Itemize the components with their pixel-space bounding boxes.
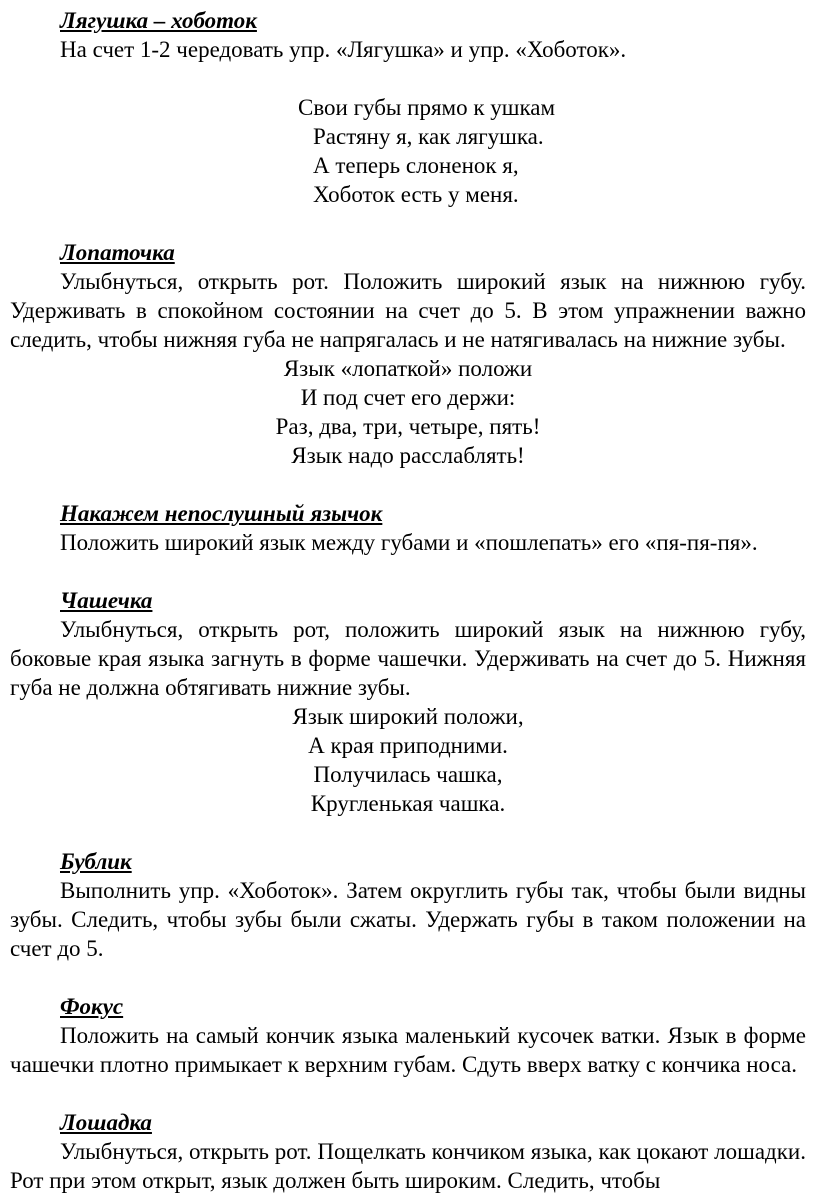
verse-line: Язык надо расслаблять! (291, 443, 525, 468)
spacer (10, 470, 806, 499)
verse-line: Раз, два, три, четыре, пять! (275, 414, 541, 439)
section-spatula (10, 238, 806, 470)
section-title: Лягушка – хоботок (60, 8, 257, 33)
section-text: Улыбнуться, открыть рот. Положить широкий язык на нижнюю губу. Удерживать в спокойном состоянии на счет до 5. В этом упражнении важно следить, чтобы нижняя губа не напрягалась и не натягивалась на нижние зубы. (10, 269, 806, 352)
section-title: Лошадка (60, 1110, 152, 1135)
section-text: Улыбнуться, открыть рот. Пощелкать кончиком языка, как цокают лошадки. Рот при этом открыт, язык должен быть широким. Следить, чтобы (10, 1139, 806, 1193)
section-text: Положить на самый кончик языка маленький кусочек ватки. Язык в форме чашечки плотно примыкает к верхним губам. Сдуть вверх ватку с кончика носа. (10, 1023, 806, 1077)
spacer (10, 963, 806, 992)
verse-line: Язык «лопаткой» положи (283, 356, 533, 381)
verse (10, 702, 806, 818)
section-title: Лопаточка (60, 240, 175, 265)
section-text: Выполнить упр. «Хоботок». Затем округлить губы так, чтобы были видны зубы. Следить, чтобы зубы были сжаты. Удержать губы в таком положении на счет до 5. (10, 878, 806, 961)
section-bagel (10, 847, 806, 963)
section-title: Бублик (60, 849, 132, 874)
verse-line: И под счет его держи: (300, 385, 516, 410)
section-trick (10, 992, 806, 1079)
spacer (10, 1079, 806, 1108)
verse-line: А края приподними. (308, 733, 508, 758)
section-text: Улыбнуться, открыть рот, положить широкий язык на нижнюю губу, боковые края языка загнуть в форме чашечки. Удерживать на счет до 5. Нижняя губа не должна обтягивать нижние зубы. (10, 617, 806, 700)
section-horse (10, 1108, 806, 1195)
section-title: Чашечка (60, 588, 153, 613)
section-frog (10, 6, 806, 209)
verse-line: Свои губы прямо к ушкам (298, 95, 556, 120)
spacer (10, 818, 806, 847)
verse-line: Растяну я, как лягушка. (313, 124, 544, 149)
verse-line: А теперь слоненок я, (313, 153, 519, 178)
verse-line: Получилась чашка, (313, 762, 503, 787)
verse (298, 64, 806, 209)
section-cup (10, 586, 806, 818)
section-punish (10, 499, 806, 557)
verse-line: Кругленькая чашка. (310, 791, 506, 816)
verse-line: Хоботок есть у меня. (313, 182, 519, 207)
verse (10, 354, 806, 470)
section-title: Фокус (60, 994, 124, 1019)
spacer (10, 557, 806, 586)
verse-line: Язык широкий положи, (292, 704, 524, 729)
section-text: Положить широкий язык между губами и «пошлепать» его «пя-пя-пя». (60, 530, 758, 555)
section-title: Накажем непослушный язычок (60, 501, 383, 526)
spacer (10, 209, 806, 238)
section-text: На счет 1-2 чередовать упр. «Лягушка» и упр. «Хоботок». (60, 37, 627, 62)
